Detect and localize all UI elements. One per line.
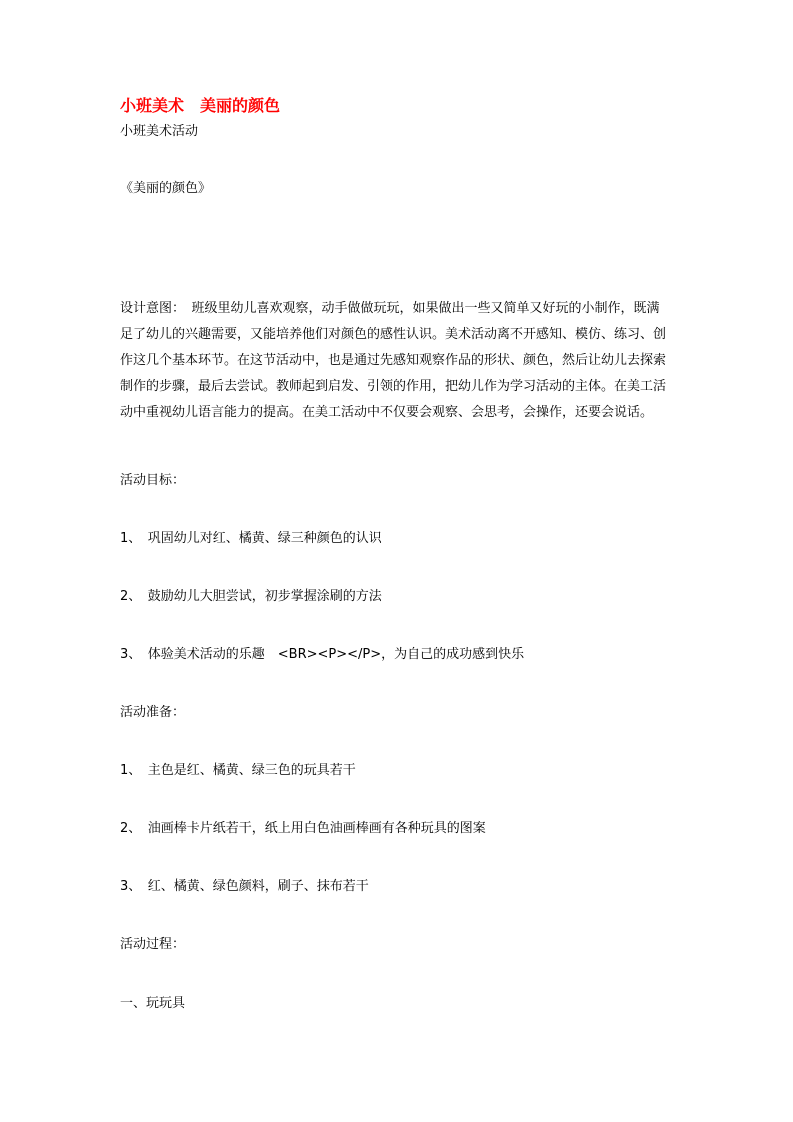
design-intent-line: 动中重视幼儿语言能力的提高。在美工活动中不仅要会观察、会思考，会操作，还要会说话。 — [120, 405, 654, 420]
document-subtitle: 小班美术活动 — [120, 124, 199, 139]
document-title: 小班美术 美丽的颜色 — [120, 96, 281, 115]
prep-heading: 活动准备： — [120, 705, 186, 720]
prep-item: 2、 油画棒卡片纸若干，纸上用白色油画棒画有各种玩具的图案 — [120, 821, 486, 836]
design-intent-line: 制作的步骤，最后去尝试。教师起到启发、引领的作用，把幼儿作为学习活动的主体。在美工活 — [120, 379, 667, 394]
process-heading: 活动过程： — [120, 937, 186, 952]
goal-item: 2、 鼓励幼儿大胆尝试，初步掌握涂刷的方法 — [120, 589, 382, 604]
design-intent-paragraph — [120, 296, 665, 426]
prep-item: 1、 主色是红、橘黄、绿三色的玩具若干 — [120, 763, 356, 778]
goal-item: 3、 体验美术活动的乐趣 <BR><P></P>，为自己的成功感到快乐 — [120, 647, 525, 662]
design-intent-line: 足了幼儿的兴趣需要，又能培养他们对颜色的感性认识。美术活动离不开感知、模仿、练习、创 — [120, 327, 667, 342]
goals-heading: 活动目标： — [120, 473, 186, 488]
design-intent-line: 作这几个基本环节。在这节活动中，也是通过先感知观察作品的形状、颜色，然后让幼儿去探索 — [120, 353, 667, 368]
design-intent-line: 设计意图： 班级里幼儿喜欢观察，动手做做玩玩，如果做出一些又简单又好玩的小制作，既满 — [120, 301, 660, 316]
prep-item: 3、 红、橘黄、绿色颜料，刷子、抹布若干 — [120, 879, 369, 894]
activity-name: 《美丽的颜色》 — [120, 181, 212, 196]
goal-item: 1、 巩固幼儿对红、橘黄、绿三种颜色的认识 — [120, 531, 382, 546]
process-step: 一、玩玩具 — [120, 996, 186, 1011]
